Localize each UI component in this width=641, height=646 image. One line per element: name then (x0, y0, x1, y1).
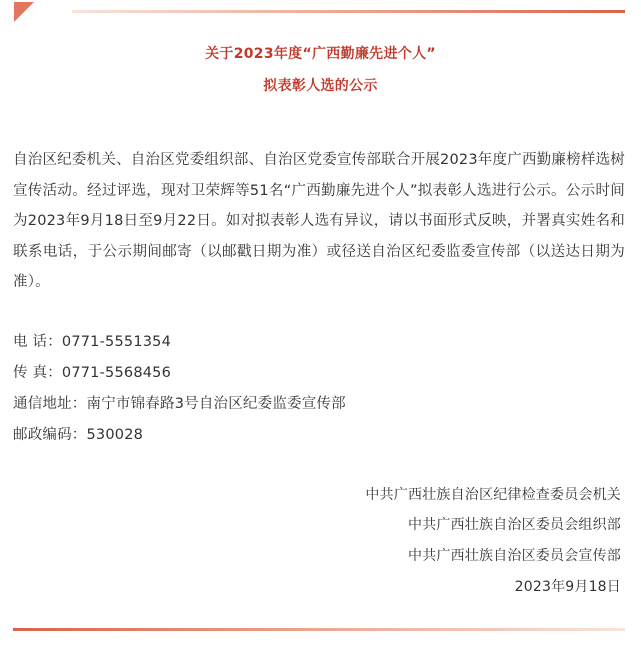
top-divider (72, 10, 625, 13)
signature-org-discipline-commission: 中共广西壮族自治区纪律检查委员会机关 (365, 487, 621, 503)
bottom-divider (13, 628, 625, 631)
signature-date: 2023年9月18日 (514, 579, 621, 595)
corner-accent-decoration (14, 2, 34, 22)
notice-title-line2: 拟表彰人选的公示 (263, 78, 378, 94)
contact-address: 通信地址：南宁市锦春路3号自治区纪委监委宣传部 (13, 396, 346, 412)
signature-org-publicity-dept: 中共广西壮族自治区委员会宣传部 (408, 548, 621, 564)
contact-phone: 电 话：0771-5551354 (13, 334, 172, 350)
signature-org-organization-dept: 中共广西壮族自治区委员会组织部 (408, 517, 621, 533)
notice-title-line1: 关于2023年度“广西勤廉先进个人” (205, 46, 436, 62)
contact-postcode: 邮政编码：530028 (13, 427, 144, 443)
notice-body-paragraph: 自治区纪委机关、自治区党委组织部、自治区党委宣传部联合开展2023年度广西勤廉榜样选树宣传活动。经过评选，现对卫荣辉等51名“广西勤廉先进个人”拟表彰人选进行公示。公示时间为2023年9月18日至9月22日。如对拟表彰人选有异议，请以书面形式反映，并署真实姓名和联系电话，于公示期间邮寄（以邮戳日期为准）或径送自治区纪委监委宣传部（以送达日期为准）。 (13, 152, 625, 290)
contact-fax: 传 真：0771-5568456 (13, 365, 172, 381)
